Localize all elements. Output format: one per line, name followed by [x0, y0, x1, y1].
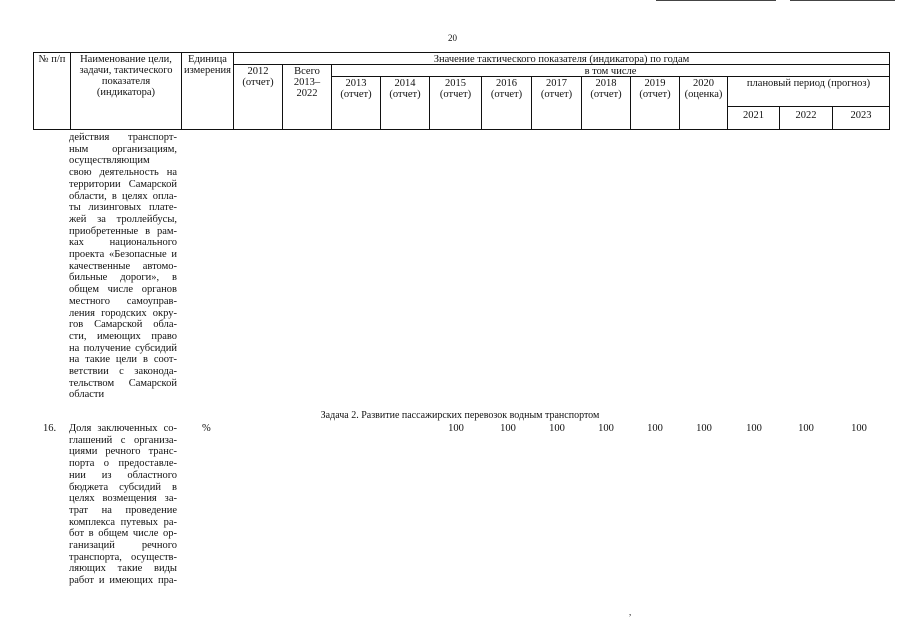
text-line: тельством Самарской: [69, 377, 177, 389]
text-line: действия транспорт-: [69, 132, 177, 143]
text-line: бюджета субсидий в: [69, 481, 177, 493]
text-line: приобретенные в рам-: [69, 225, 177, 237]
header-2015: [429, 76, 482, 130]
header-2017: [531, 76, 582, 130]
text-line: ления городских окру-: [69, 307, 177, 319]
text-line: транспорта, осуществ-: [69, 551, 177, 563]
year-label: 2023: [850, 110, 872, 121]
header-total: [282, 64, 332, 130]
header-name-line: Наименование цели,: [80, 54, 172, 65]
text-line: свою деятельность на: [69, 167, 177, 179]
total-label: 2022: [296, 88, 318, 99]
value-2017: 100: [549, 423, 565, 434]
year-label: 2021: [743, 110, 764, 121]
text-line: проекта «Безопасные и: [69, 249, 177, 261]
header-name-line: (индикатора): [96, 87, 156, 98]
header-2022: [779, 106, 833, 130]
text-line: целях возмещения за-: [69, 493, 177, 505]
row-text: [69, 423, 177, 587]
header-name-line: задачи, тактического: [79, 65, 173, 76]
year-sub: (отчет): [439, 89, 472, 100]
header-plan: [727, 76, 890, 107]
text-line: комплекса путевых ра-: [69, 516, 177, 528]
text-line: нии из областного: [69, 469, 177, 481]
year-label: 2017: [546, 78, 567, 89]
header-values-label: Значение тактического показателя (индикатора) по годам: [433, 54, 690, 65]
header-num: [33, 52, 71, 130]
text-line: ганизаций речного: [69, 540, 177, 552]
value-2019: 100: [647, 423, 663, 434]
header-2020: [679, 76, 728, 130]
value-2021: 100: [746, 423, 762, 434]
value-2022: 100: [798, 423, 814, 434]
top-rule-right: [790, 0, 895, 1]
header-name: [70, 52, 182, 130]
text-line: Доля заключенных со-: [69, 423, 177, 434]
row-number: 16.: [43, 423, 57, 434]
year-sub: (отчет): [639, 89, 671, 100]
year-sub: (отчет): [490, 89, 523, 100]
table-header: [33, 52, 890, 130]
text-line: порта о предоставле-: [69, 458, 177, 470]
text-line: ты лизинговых плате-: [69, 202, 177, 214]
stray-mark: ,: [629, 607, 632, 617]
header-2023: [832, 106, 890, 130]
header-unit-line: Единица: [188, 54, 227, 65]
text-line: сти, имеющих право: [69, 330, 177, 342]
row-unit: %: [202, 423, 211, 434]
value-2018: 100: [598, 423, 614, 434]
year-label: 2014: [394, 78, 416, 89]
year-label: 2015: [445, 78, 466, 89]
in-total-label: в том числе: [584, 66, 637, 77]
header-unit-line: измерения: [184, 65, 231, 76]
header-2012: [233, 64, 283, 130]
header-2014: [380, 76, 430, 130]
text-line: жей за троллейбусы,: [69, 213, 177, 225]
value-2020: 100: [696, 423, 712, 434]
year-sub: (оценка): [684, 89, 723, 100]
year-sub: (отчет): [340, 89, 372, 100]
text-line: бильные дороги», в: [69, 272, 177, 284]
continuation-text: [69, 132, 177, 401]
text-line: бот в общем числе ор-: [69, 528, 177, 540]
text-line: осуществляющим: [69, 155, 150, 167]
year-sub: (отчет): [540, 89, 573, 100]
plan-label: плановый период (прогноз): [746, 78, 871, 89]
header-num-label: № п/п: [38, 54, 66, 65]
text-line: гов Самарской обла-: [69, 319, 177, 331]
text-line: качественные автомо-: [69, 260, 177, 272]
year-label: 2020: [693, 78, 714, 89]
total-label: Всего: [294, 66, 320, 77]
task-title: Задача 2. Развитие пассажирских перевозок водным транспортом: [320, 410, 600, 421]
text-line: на получение субсидий: [69, 342, 177, 354]
year-label: 2012: [247, 66, 269, 77]
header-2018: [581, 76, 631, 130]
text-line: ным организациям,: [69, 143, 177, 155]
year-label: 2019: [644, 78, 666, 89]
year-label: 2016: [496, 78, 517, 89]
year-label: 2018: [595, 78, 617, 89]
text-line: глашений с организа-: [69, 434, 177, 446]
header-2013: [331, 76, 381, 130]
page-number: 20: [448, 33, 457, 43]
text-line: работ и имеющих пра-: [69, 575, 177, 587]
year-sub: (отчет): [590, 89, 622, 100]
value-2015: 100: [448, 423, 464, 434]
text-line: трат на проведение: [69, 504, 177, 516]
header-2021: [727, 106, 780, 130]
header-2019: [630, 76, 680, 130]
header-unit: [181, 52, 234, 130]
text-line: ках национального: [69, 237, 177, 249]
total-label: 2013–: [293, 77, 321, 88]
year-label: 2022: [795, 110, 817, 121]
text-line: области, в целях опла-: [69, 190, 177, 202]
text-line: территории Самарской: [69, 178, 177, 190]
text-line: общем числе органов: [69, 284, 177, 296]
text-line: циями речного транс-: [69, 446, 177, 458]
value-2023: 100: [851, 423, 867, 434]
year-sub: (отчет): [389, 89, 421, 100]
header-2016: [481, 76, 532, 130]
text-line: ляющих такие виды: [69, 563, 177, 575]
text-line: местного самоуправ-: [69, 295, 177, 307]
text-line: ветствии с законода-: [69, 366, 177, 378]
year-label: 2013: [345, 78, 367, 89]
top-rule-left: [656, 0, 776, 1]
year-sub: (отчет): [242, 77, 274, 88]
header-name-line: показателя: [101, 76, 151, 87]
text-line: области: [69, 389, 105, 401]
value-2016: 100: [500, 423, 516, 434]
text-line: на такие цели в соот-: [69, 354, 177, 366]
